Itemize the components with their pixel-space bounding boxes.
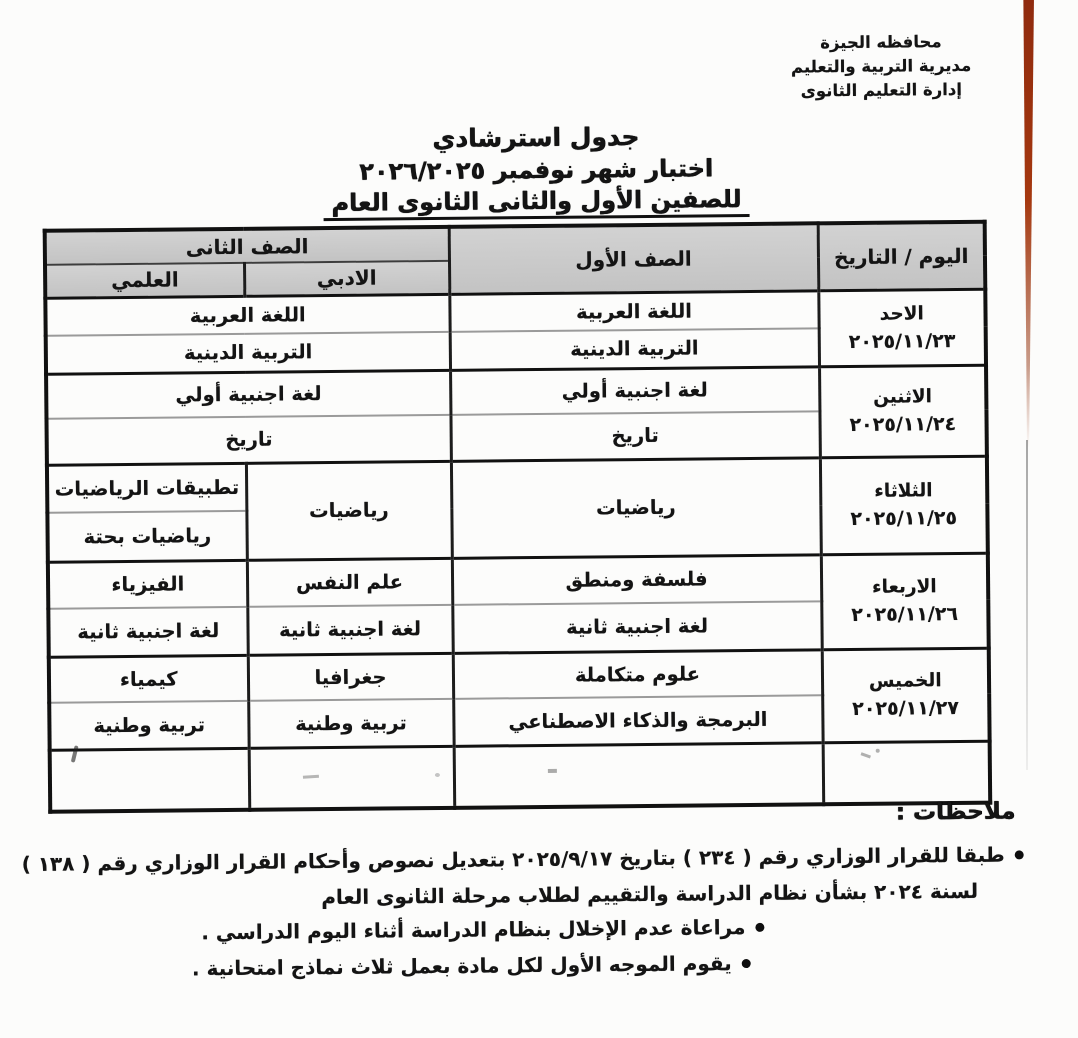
- table-row-erased: [50, 741, 991, 812]
- table-header-row-1: [45, 222, 985, 265]
- table-row: [48, 553, 988, 609]
- empty-cell: [50, 748, 250, 812]
- subject-cell: تاريخ: [46, 415, 450, 465]
- header-cell-grade1: الصف الأول: [449, 223, 819, 294]
- subject-cell: لغة اجنبية ثانية: [247, 605, 452, 655]
- day-cell-thursday: [822, 648, 990, 743]
- note-text: طبقا للقرار الوزاري رقم ( ٢٣٤ ) بتاريخ ٢٠٢٥/٩/١٧ بتعديل نصوص وأحكام القرار الوزاري رقم ( ١٣٨ ) لسنة ٢٠٢٤ بشأن نظام الدراسة والتقييم لطلاب مرحلة الثانوى العام: [21, 842, 1005, 910]
- subject-cell: لغة اجنبية أولي: [450, 366, 819, 415]
- note-text: يقوم الموجه الأول لكل مادة بعمل ثلاث نماذج امتحانية .: [191, 951, 732, 981]
- table-row: [49, 648, 989, 703]
- note-item-3: [192, 951, 751, 980]
- header-cell-grade2: الصف الثانى: [45, 227, 449, 265]
- title-line-3: للصفين الأول والثانى الثانوى العام: [0, 181, 1076, 223]
- notes-heading: ملاحظات :: [895, 798, 1016, 826]
- subject-cell: التربية الدينية: [46, 332, 450, 374]
- day-date: ٢٠٢٥/١١/٢٦: [851, 603, 959, 627]
- subject-cell: جغرافيا: [248, 653, 453, 701]
- subject-cell: رياضيات: [246, 461, 452, 560]
- subject-cell: علم النفس: [247, 558, 452, 607]
- subject-cell: لغة اجنبية ثانية: [452, 601, 821, 653]
- empty-cell: [249, 746, 455, 810]
- subject-cell: علوم متكاملة: [453, 649, 822, 699]
- note-item-1: [16, 836, 1025, 918]
- header-cell-literary: الادبي: [244, 261, 449, 296]
- org-directorate: مديرية التربية والتعليم: [790, 55, 972, 77]
- subject-cell: تربية وطنية: [248, 699, 453, 748]
- subject-cell: البرمجة والذكاء الاصطناعي: [453, 695, 822, 746]
- scan-smudge: [548, 769, 557, 773]
- day-name: الثلاثاء: [874, 480, 933, 503]
- subject-cell: التربية الدينية: [450, 328, 819, 370]
- day-date: ٢٠٢٥/١١/٢٥: [850, 507, 958, 531]
- day-name: الاربعاء: [872, 576, 937, 599]
- empty-cell: [454, 742, 824, 808]
- subject-cell: كيمياء: [49, 655, 248, 703]
- day-name: الاحد: [879, 303, 924, 325]
- subject-cell: الفيزياء: [48, 560, 247, 609]
- subject-cell: رياضيات بحتة: [47, 511, 246, 562]
- scan-smudge: [876, 749, 880, 753]
- subject-cell: تاريخ: [450, 411, 819, 461]
- subject-cell: لغة اجنبية ثانية: [48, 607, 247, 657]
- day-date: ٢٠٢٥/١١/٢٧: [852, 697, 960, 721]
- day-cell-monday: [819, 365, 987, 458]
- header-cell-scientific: العلمي: [45, 263, 244, 298]
- subject-cell: فلسفة ومنطق: [452, 554, 821, 605]
- org-administration: إدارة التعليم الثانوى: [800, 79, 963, 101]
- table-row: [45, 289, 985, 336]
- document-title: [0, 117, 1076, 222]
- title-line-2: اختبار شهر نوفمبر ٢٠٢٦/٢٠٢٥: [359, 153, 714, 186]
- bullet-icon: [742, 959, 751, 968]
- table-row: [46, 365, 986, 419]
- header-cell-day-date: اليوم / التاريخ: [818, 222, 986, 291]
- day-name: الخميس: [868, 670, 942, 693]
- org-governorate: محافظه الجيزة: [820, 32, 942, 53]
- empty-cell: [823, 741, 991, 805]
- table-row: [47, 456, 987, 513]
- scan-smudge: [435, 773, 440, 777]
- subject-cell: اللغة العربية: [45, 294, 449, 336]
- note-text: مراعاة عدم الإخلال بنظام الدراسة أثناء اليوم الدراسي .: [201, 915, 746, 945]
- day-date: ٢٠٢٥/١١/٢٣: [848, 329, 956, 353]
- note-item-2: [201, 915, 764, 944]
- day-cell-sunday: [818, 289, 986, 367]
- subject-cell: رياضيات: [451, 457, 821, 558]
- subject-cell: لغة اجنبية أولي: [46, 370, 450, 419]
- day-date: ٢٠٢٥/١١/٢٤: [849, 413, 957, 437]
- bullet-icon: [755, 923, 764, 932]
- day-cell-tuesday: [820, 456, 988, 555]
- bullet-icon: [1015, 850, 1024, 859]
- day-cell-wednesday: [821, 553, 989, 650]
- day-name: الاثنين: [873, 386, 933, 409]
- subject-cell: اللغة العربية: [449, 290, 818, 332]
- title-line-1: جدول استرشادي: [432, 122, 640, 154]
- exam-schedule-table: [43, 220, 993, 814]
- subject-cell: تربية وطنية: [49, 701, 248, 750]
- subject-cell: تطبيقات الرياضيات: [47, 463, 246, 513]
- org-header: [750, 29, 1013, 103]
